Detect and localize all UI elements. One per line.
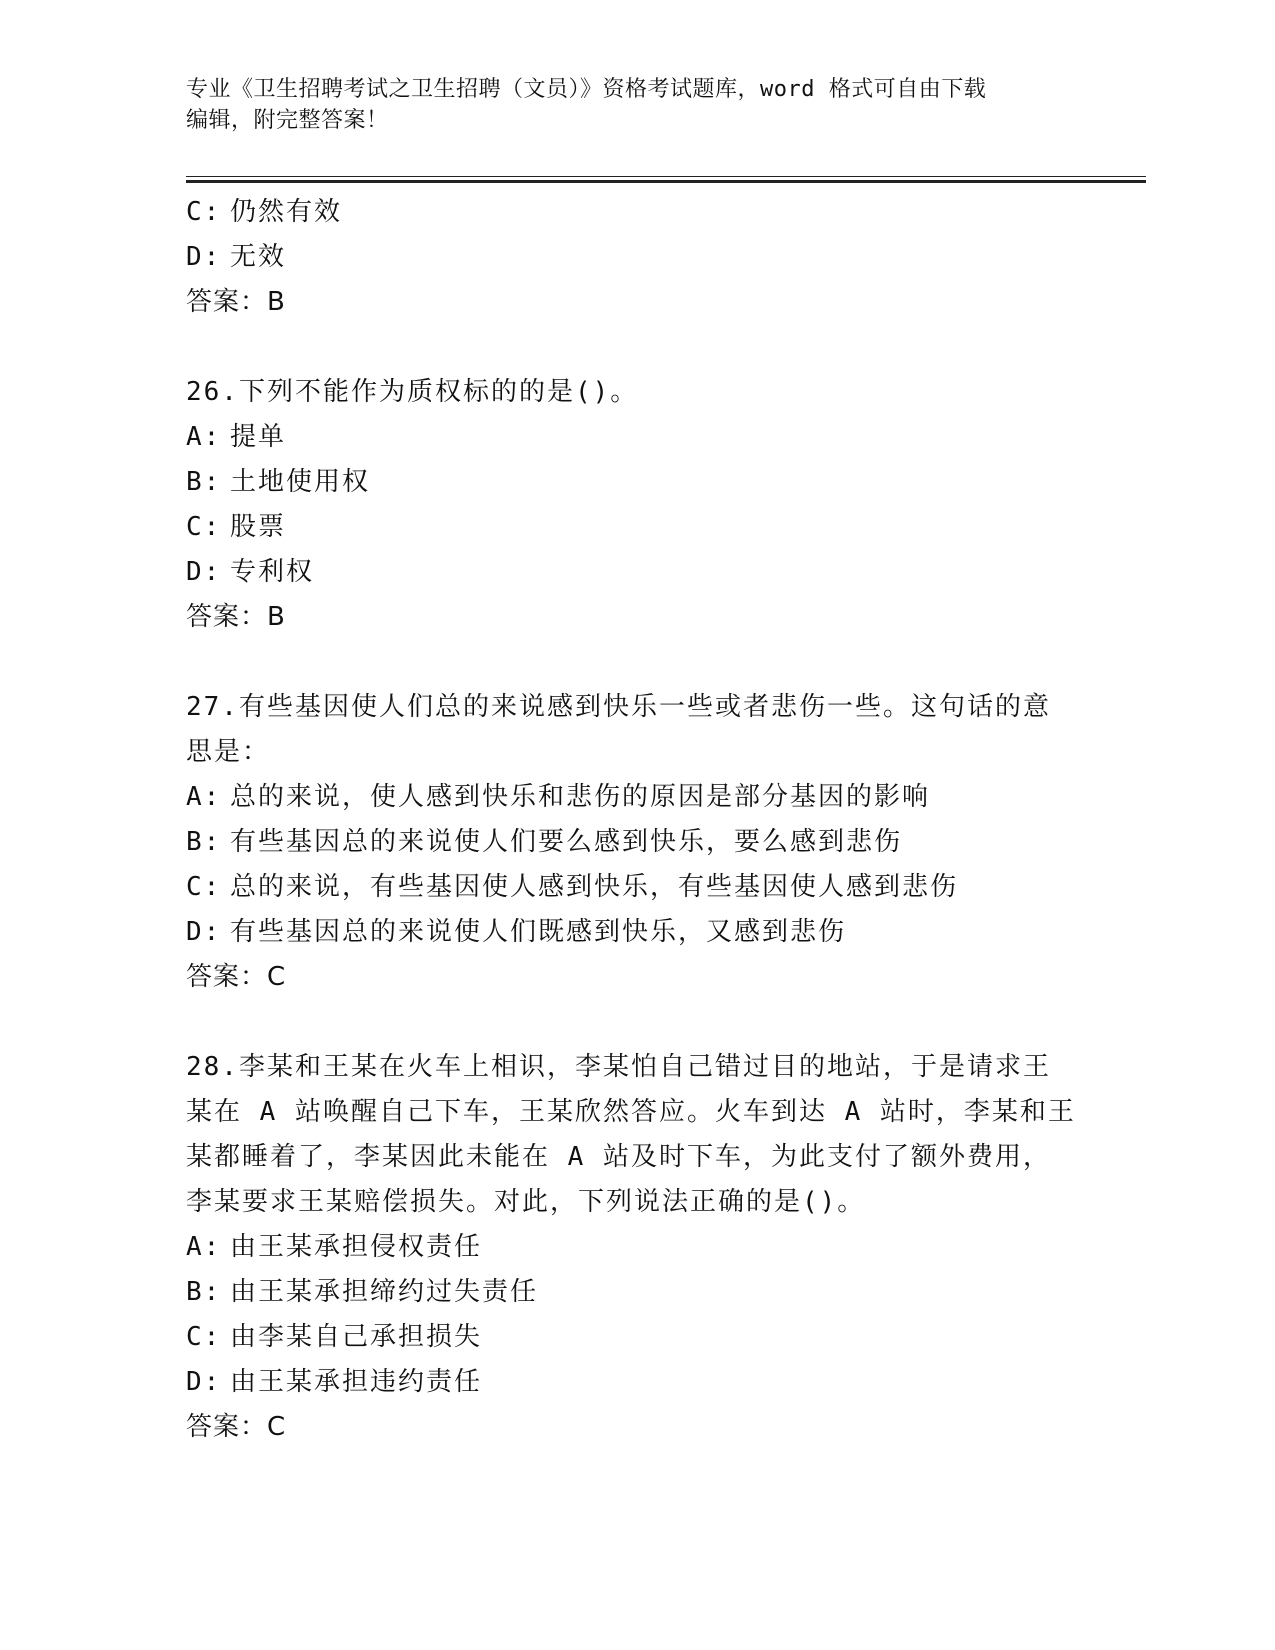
question-list [186, 190, 1086, 1450]
question-28 [186, 1045, 1086, 1450]
option-a: A: 总的来说，使人感到快乐和悲伤的原因是部分基因的影响 [186, 782, 931, 812]
question-stem-line-2: 思是： [186, 737, 271, 767]
question-stem-line-4: 李某要求王某赔偿损失。对此，下列说法正确的是()。 [186, 1187, 866, 1217]
header-divider-thick [186, 180, 1146, 183]
option-d: D: 专利权 [186, 557, 315, 587]
option-a: A: 由王某承担侵权责任 [186, 1232, 483, 1262]
option-d: D: 有些基因总的来说使人们既感到快乐，又感到悲伤 [186, 917, 847, 947]
prev-question [186, 190, 1086, 325]
option-c: C: 由李某自己承担损失 [186, 1322, 483, 1352]
option-c: C: 总的来说，有些基因使人感到快乐，有些基因使人感到悲伤 [186, 872, 959, 902]
answer-line: 答案：C [186, 962, 287, 992]
header-line-2: 编辑，附完整答案！ [186, 108, 389, 133]
question-stem-line-1: 27.有些基因使人们总的来说感到快乐一些或者悲伤一些。这句话的意 [186, 692, 1051, 722]
header-divider-thin [186, 176, 1146, 177]
option-b: B: 有些基因总的来说使人们要么感到快乐，要么感到悲伤 [186, 827, 903, 857]
answer-line: 答案：B [186, 602, 286, 632]
option-a: A: 提单 [186, 422, 287, 452]
option-c: C: 股票 [186, 512, 287, 542]
option-c: C: 仍然有效 [186, 197, 343, 227]
question-stem: 26.下列不能作为质权标的的是()。 [186, 377, 639, 407]
answer-line: 答案：B [186, 287, 286, 317]
document-header [186, 74, 1066, 136]
option-b: B: 由王某承担缔约过失责任 [186, 1277, 539, 1307]
option-d: D: 由王某承担违约责任 [186, 1367, 483, 1397]
option-b: B: 土地使用权 [186, 467, 371, 497]
question-stem-line-3: 某都睡着了，李某因此未能在 A 站及时下车，为此支付了额外费用， [186, 1142, 1051, 1172]
answer-line: 答案：C [186, 1412, 287, 1442]
question-stem-line-2: 某在 A 站唤醒自己下车，王某欣然答应。火车到达 A 站时，李某和王 [186, 1097, 1076, 1127]
question-stem-line-1: 28.李某和王某在火车上相识，李某怕自己错过目的地站，于是请求王 [186, 1052, 1051, 1082]
header-line-1: 专业《卫生招聘考试之卫生招聘（文员）》资格考试题库，word 格式可自由下载 [186, 77, 987, 102]
question-26 [186, 370, 1086, 640]
question-27 [186, 685, 1086, 1000]
option-d: D: 无效 [186, 242, 287, 272]
